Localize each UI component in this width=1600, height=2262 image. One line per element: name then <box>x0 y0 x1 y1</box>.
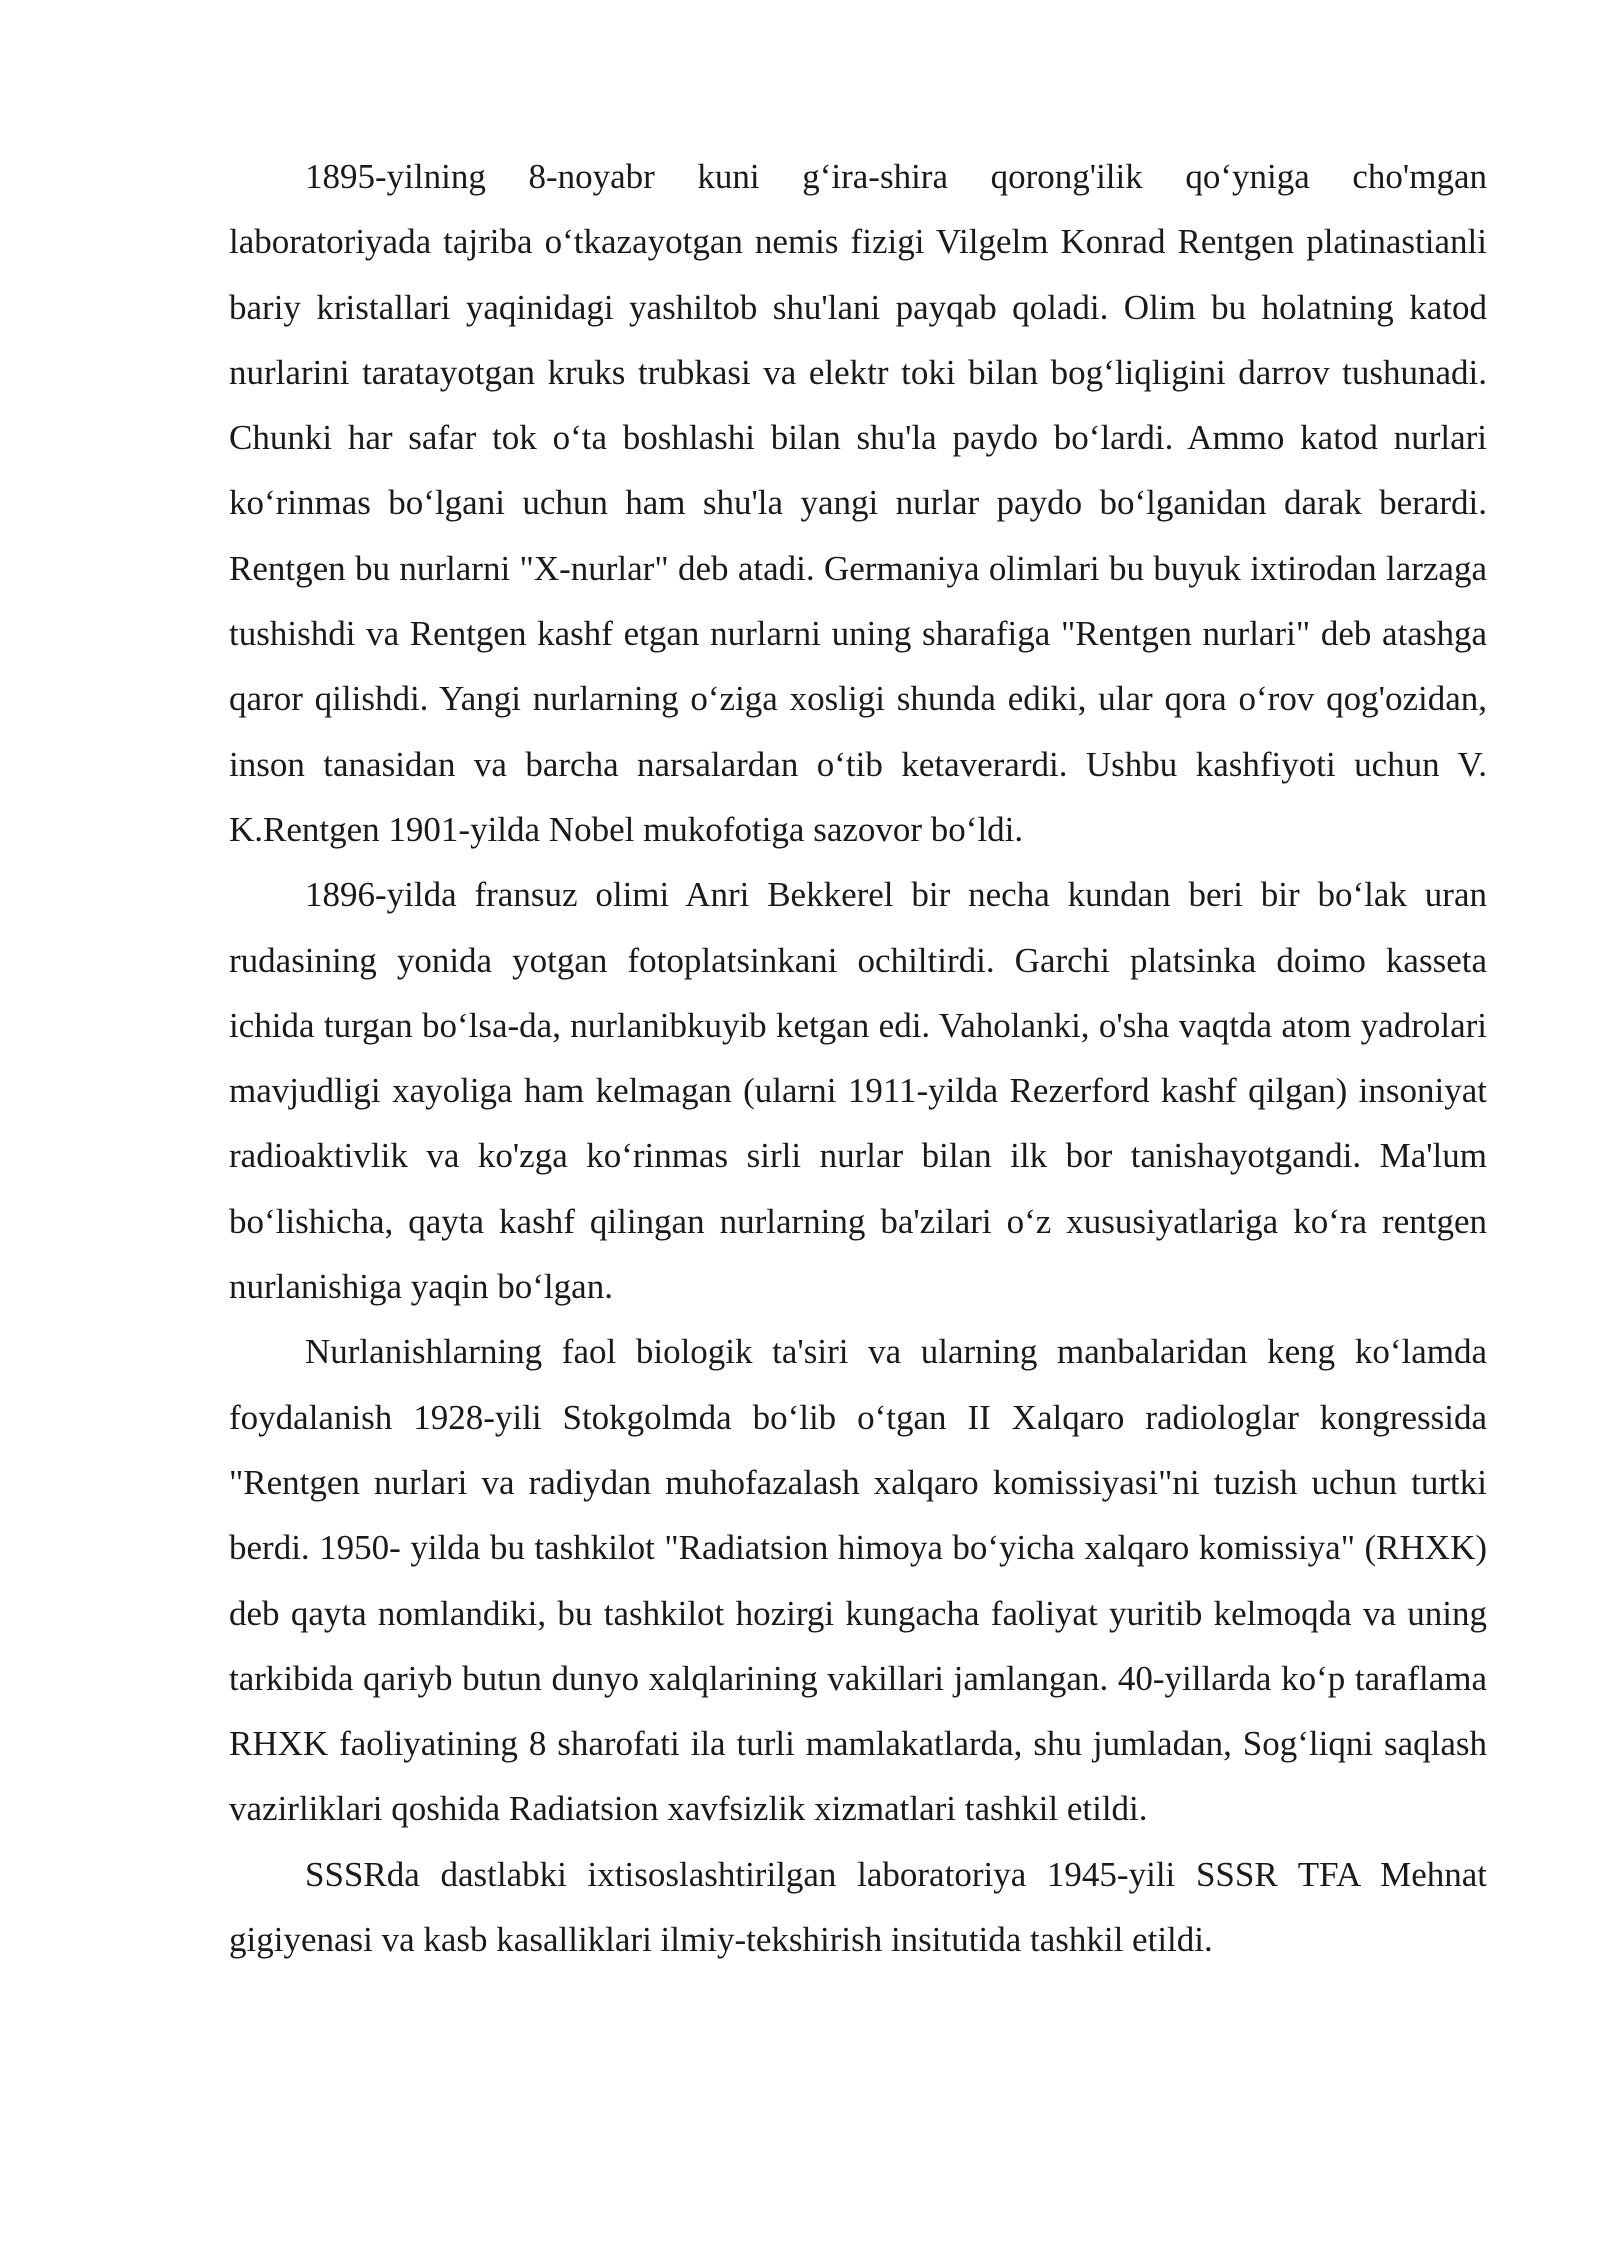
paragraph-bekkerel-radioactivity: 1896-yilda fransuz olimi Anri Bekkerel bir necha kundan beri bir bo‘lak uran rudasining yonida yotgan fotoplatsinkani ochiltirdi. Garchi platsinka doimo kasseta ichida turgan bo‘lsa-da, nurlanibkuyib ketgan edi. Vaholanki, o'sha vaqtda atom yadrolari mavjudligi xayoliga ham kelmagan (ularni 1911-yilda Rezerford kashf qilgan) insoniyat radioaktivlik va ko'zga ko‘rinmas sirli nurlar bilan ilk bor tanishayotgandi. Ma'lum bo‘lishicha, qayta kashf qilingan nurlarning ba'zilari o‘z xususiyatlariga ko‘ra rentgen nurlanishiga yaqin bo‘lgan. <box>229 875 1487 1307</box>
document-page <box>229 144 1487 1972</box>
paragraph-rentgen-discovery: 1895-yilning 8-noyabr kuni g‘ira-shira qorong'ilik qo‘yniga cho'mgan laboratoriyada tajriba o‘tkazayotgan nemis fizigi Vilgelm Konrad Rentgen platinastianli bariy kristallari yaqinidagi yashiltob shu'lani payqab qoladi. Olim bu holatning katod nurlarini taratayotgan kruks trubkasi va elektr toki bilan bog‘liqligini darrov tushunadi. Chunki har safar tok o‘ta boshlashi bilan shu'la paydo bo‘lardi. Ammo katod nurlari ko‘rinmas bo‘lgani uchun ham shu'la yangi nurlar paydo bo‘lganidan darak berardi. Rentgen bu nurlarni "X-nurlar" deb atadi. Germaniya olimlari bu buyuk ixtirodan larzaga tushishdi va Rentgen kashf etgan nurlarni uning sharafiga "Rentgen nurlari" deb atashga qaror qilishdi. Yangi nurlarning o‘ziga xosligi shunda ediki, ular qora o‘rov qog'ozidan, inson tanasidan va barcha narsalardan o‘tib ketaverardi. Ushbu kashfiyoti uchun V. K.Rentgen 1901-yilda Nobel mukofotiga sazovor bo‘ldi. <box>229 157 1487 849</box>
paragraph-radiation-protection-commission: Nurlanishlarning faol biologik ta'siri va ularning manbalaridan keng ko‘lamda foydalanish 1928-yili Stokgolmda bo‘lib o‘tgan II Xalqaro radiologlar kongressida "Rentgen nurlari va radiydan muhofazalash xalqaro komissiyasi"ni tuzish uchun turtki berdi. 1950- yilda bu tashkilot "Radiatsion himoya bo‘yicha xalqaro komissiya" (RHXK) deb qayta nomlandiki, bu tashkilot hozirgi kungacha faoliyat yuritib kelmoqda va uning tarkibida qariyb butun dunyo xalqlarining vakillari jamlangan. 40-yillarda ko‘p taraflama RHXK faoliyatining 8 sharofati ila turli mamlakatlarda, shu jumladan, Sog‘liqni saqlash vazirliklari qoshida Radiatsion xavfsizlik xizmatlari tashkil etildi. <box>229 1332 1487 1829</box>
paragraph-ussr-laboratory: SSSRda dastlabki ixtisoslashtirilgan laboratoriya 1945-yili SSSR TFA Mehnat gigiyenasi va kasb kasalliklari ilmiy-tekshirish insitutida tashkil etildi. <box>229 1854 1487 1960</box>
